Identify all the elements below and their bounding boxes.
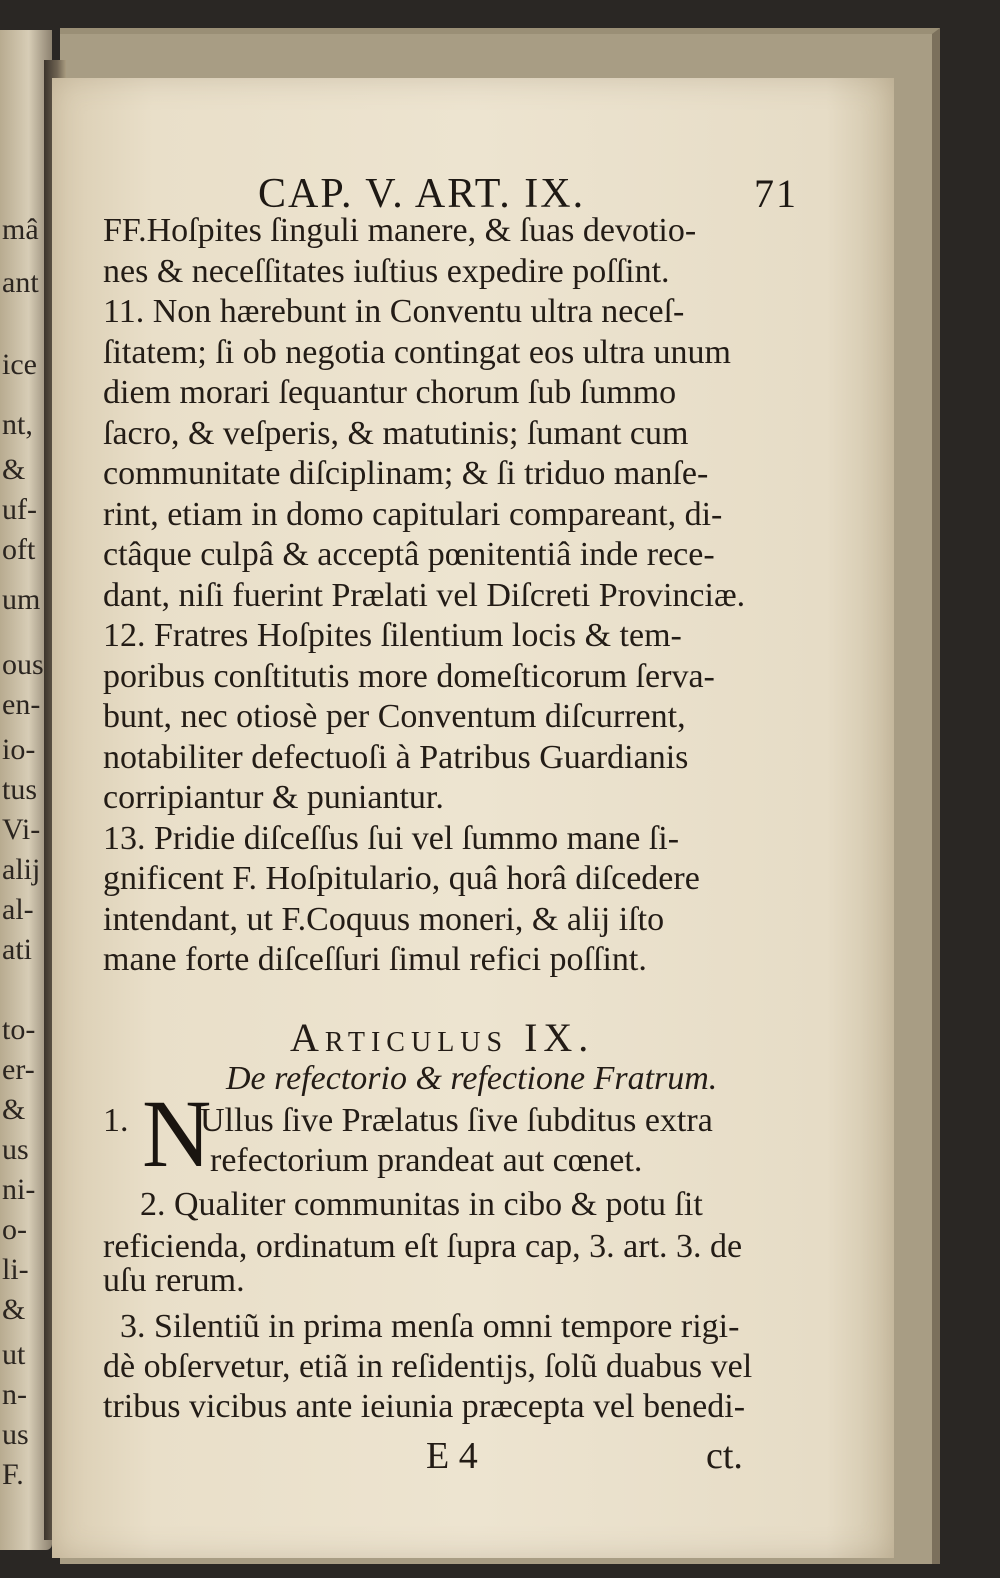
text-line: diem morari ſequantur chorum ſub ſummo [103, 374, 677, 411]
left-page-fragment: mâ [2, 213, 39, 246]
text-line: dant, niſi fuerint Prælati vel Diſcreti Provinciæ. [103, 577, 746, 614]
left-page-fragment: ice [2, 348, 37, 381]
left-page-fragment: um [2, 583, 41, 616]
left-page-fragment: ni- [2, 1173, 36, 1206]
text-line: corripiantur & puniantur. [103, 779, 444, 816]
page-number: 71 [754, 171, 798, 216]
left-page-fragment: ut [2, 1338, 26, 1371]
left-page-fragment: F. [2, 1458, 24, 1491]
text-line: ſitatem; ſi ob negotia contingat eos ultra unum [103, 334, 731, 371]
left-page-fragment: ous [2, 648, 44, 681]
text-line: Ullus ſive Prælatus ſive ſubditus extra [200, 1102, 713, 1139]
text-line: ſacro, & veſperis, & matutinis; ſumant cum [103, 415, 689, 452]
left-page-fragment: n- [2, 1378, 27, 1411]
left-page-fragment: en- [2, 688, 41, 721]
text-line: intendant, ut F.Coquus moneri, & alij iſto [103, 901, 665, 938]
left-page-fragment: o- [2, 1213, 27, 1246]
left-page-fragment: li- [2, 1253, 29, 1286]
running-header [258, 170, 798, 218]
text-line: dè obſervetur, etiã in reſidentijs, ſolũ duabus vel [103, 1348, 753, 1385]
left-page-fragment: tus [2, 773, 38, 806]
signature-mark: E 4 [426, 1435, 478, 1477]
text-line: 2. Qualiter communitas in cibo & potu ſit [140, 1186, 703, 1223]
left-page-fragment: ati [2, 933, 32, 966]
catchword: ct. [706, 1435, 743, 1477]
left-page-fragment: & [2, 1293, 26, 1326]
text-line: 11. Non hærebunt in Conventu ultra neceſ- [103, 293, 685, 330]
article-subheading: De refectorio & refectione Fratrum. [226, 1060, 718, 1097]
left-page-fragment: alij [2, 853, 41, 886]
text-line: reficienda, ordinatum eſt ſupra cap, 3. art. 3. de [103, 1228, 743, 1265]
left-page-fragment: us [2, 1133, 29, 1166]
text-line: FF.Hoſpites ſinguli manere, & ſuas devotio- [103, 212, 697, 249]
text-line: 3. Silentiũ in prima menſa omni tempore rigi- [120, 1308, 740, 1345]
text-line: ctâque culpâ & acceptâ pœnitentiâ inde rece- [103, 536, 715, 573]
left-page-fragment: us [2, 1418, 29, 1451]
text-line: bunt, nec otiosè per Conventum diſcurrent, [103, 698, 686, 735]
left-page-fragment: ant [2, 266, 39, 299]
left-page-fragment: al- [2, 893, 34, 926]
text-line: poribus conſtitutis more domeſticorum ſerva- [103, 658, 715, 695]
left-page-fragment: Vi- [2, 813, 41, 846]
left-page-fragment: er- [2, 1053, 35, 1086]
article-heading: Articulus IX. [290, 1015, 595, 1060]
left-page-fragment: & [2, 1093, 26, 1126]
left-page-fragment: nt, [2, 408, 33, 441]
text-line: communitate diſciplinam; & ſi triduo manſe- [103, 455, 709, 492]
text-line: mane forte diſceſſuri ſimul refici poſſint. [103, 941, 647, 978]
text-line: rint, etiam in domo capitulari compareant, di- [103, 496, 723, 533]
left-page-fragment: to- [2, 1013, 36, 1046]
text-line: refectorium prandeat aut cœnet. [210, 1142, 643, 1179]
left-page-fragment: io- [2, 733, 36, 766]
drop-capital: N [142, 1080, 212, 1187]
running-title: CAP. V. ART. IX. [258, 171, 586, 217]
text-line: gnificent F. Hoſpitulario, quâ horâ diſcedere [103, 860, 700, 897]
article-number: 1. [103, 1102, 129, 1139]
text-line: uſu rerum. [103, 1262, 245, 1299]
left-page-fragment: oft [2, 533, 36, 566]
text-line: notabiliter defectuoſi à Patribus Guardianis [103, 739, 689, 776]
text-line: nes & neceſſitates iuſtius expedire poſſint. [103, 253, 670, 290]
left-page-fragment: & [2, 453, 26, 486]
left-page-fragment: uf- [2, 493, 37, 526]
text-line: 13. Pridie diſceſſus ſui vel ſummo mane ſi- [103, 820, 680, 857]
text-line: 12. Fratres Hoſpites ſilentium locis & tem- [103, 617, 682, 654]
text-line: tribus vicibus ante ieiunia præcepta vel benedi- [103, 1388, 746, 1425]
